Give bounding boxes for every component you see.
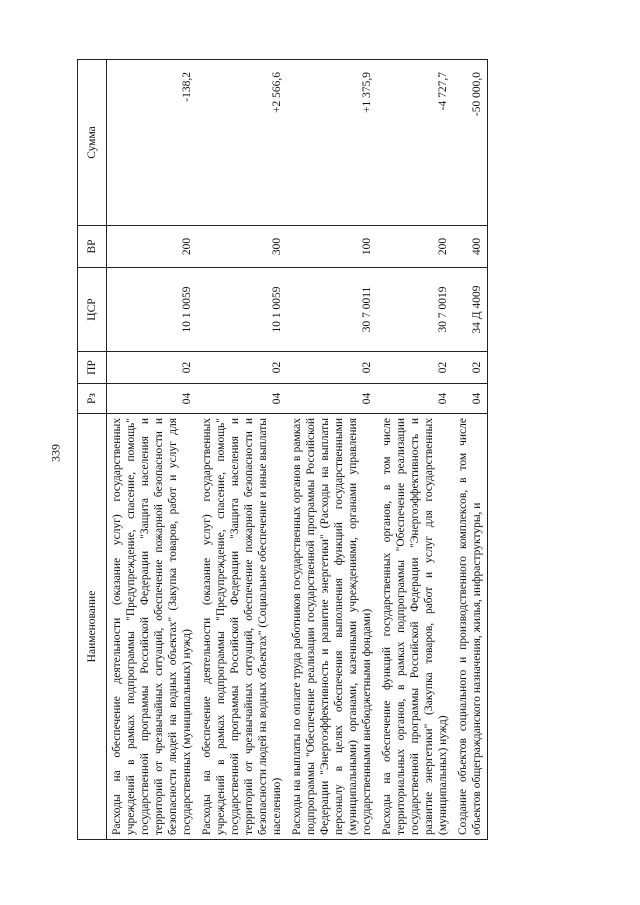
row-rz: 04	[287, 384, 377, 414]
col-header-vr: ВР	[78, 226, 107, 268]
row-pr: 02	[197, 352, 287, 384]
table-row	[107, 60, 198, 840]
row-csr: 10 1 0059	[197, 268, 287, 352]
row-pr: 02	[453, 352, 488, 384]
rotated-page	[77, 60, 609, 840]
row-csr: 10 1 0059	[107, 268, 198, 352]
row-name: Расходы на обеспечение деятельности (оказание услуг) государственных учреждений в рамках подпрограммы "Предупреждение, спасение, помощь" государственной программы Российской Федерации "Защита населения и территорий от чрезвычайных ситуаций, обеспечение пожарной безопасности и безопасности людей на водных объектах" (Закупка товаров, работ и услуг для государственных (муниципальных) нужд)	[107, 414, 198, 840]
row-pr: 02	[107, 352, 198, 384]
row-csr: 30 7 0011	[287, 268, 377, 352]
row-rz: 04	[197, 384, 287, 414]
row-vr: 200	[377, 226, 453, 268]
row-name: Создание объектов социального и производственного комплексов, в том числе объектов общегражданского назначения, жилья, инфраструктуры, и	[453, 414, 488, 840]
row-sum: +2 566,6	[197, 60, 287, 226]
table-row	[377, 60, 453, 840]
row-name: Расходы на обеспечение деятельности (оказание услуг) государственных учреждений в рамках подпрограммы "Предупреждение, спасение, помощь" государственной программы Российской Федерации "Защита населения и территорий от чрезвычайных ситуаций, обеспечение пожарной безопасности и безопасности людей на водных объектах" (Социальное обеспечение и иные выплаты населению)	[197, 414, 287, 840]
col-header-pr: ПР	[78, 352, 107, 384]
row-vr: 100	[287, 226, 377, 268]
row-sum: -4 727,7	[377, 60, 453, 226]
row-csr: 30 7 0019	[377, 268, 453, 352]
table-row	[453, 60, 488, 840]
row-rz: 04	[377, 384, 453, 414]
col-header-name: Наименование	[78, 414, 107, 840]
budget-table	[77, 59, 488, 840]
row-pr: 02	[377, 352, 453, 384]
row-pr: 02	[287, 352, 377, 384]
row-csr: 34 Д 4009	[453, 268, 488, 352]
row-rz: 04	[107, 384, 198, 414]
row-rz: 04	[453, 384, 488, 414]
row-name: Расходы на обеспечение функций государственных органов, в том числе территориальных органов, в рамках подпрограммы "Обеспечение реализации государственной программы Российской Федерации "Энергоэффективность и развитие энергетики" (Закупка товаров, работ и услуг для государственных (муниципальных) нужд)	[377, 414, 453, 840]
col-header-rz: Рз	[78, 384, 107, 414]
page-number: 339	[48, 444, 63, 462]
table-header-row	[78, 60, 107, 840]
row-sum: -138,2	[107, 60, 198, 226]
table-row	[287, 60, 377, 840]
row-sum: -50 000,0	[453, 60, 488, 226]
row-vr: 400	[453, 226, 488, 268]
col-header-sum: Сумма	[78, 60, 107, 226]
row-vr: 200	[107, 226, 198, 268]
row-vr: 300	[197, 226, 287, 268]
table-row	[197, 60, 287, 840]
col-header-csr: ЦСР	[78, 268, 107, 352]
row-sum: +1 375,9	[287, 60, 377, 226]
row-name: Расходы на выплаты по оплате труда работников государственных органов в рамках подпрограммы "Обеспечение реализации государственной программы Российской Федерации "Энергоэффективность и развитие энергетики" (Расходы на выплаты персоналу в целях обеспечения выполнения функций государственными (муниципальными) органами, казенными учреждениями, органами управления государственными внебюджетными фондами)	[287, 414, 377, 840]
